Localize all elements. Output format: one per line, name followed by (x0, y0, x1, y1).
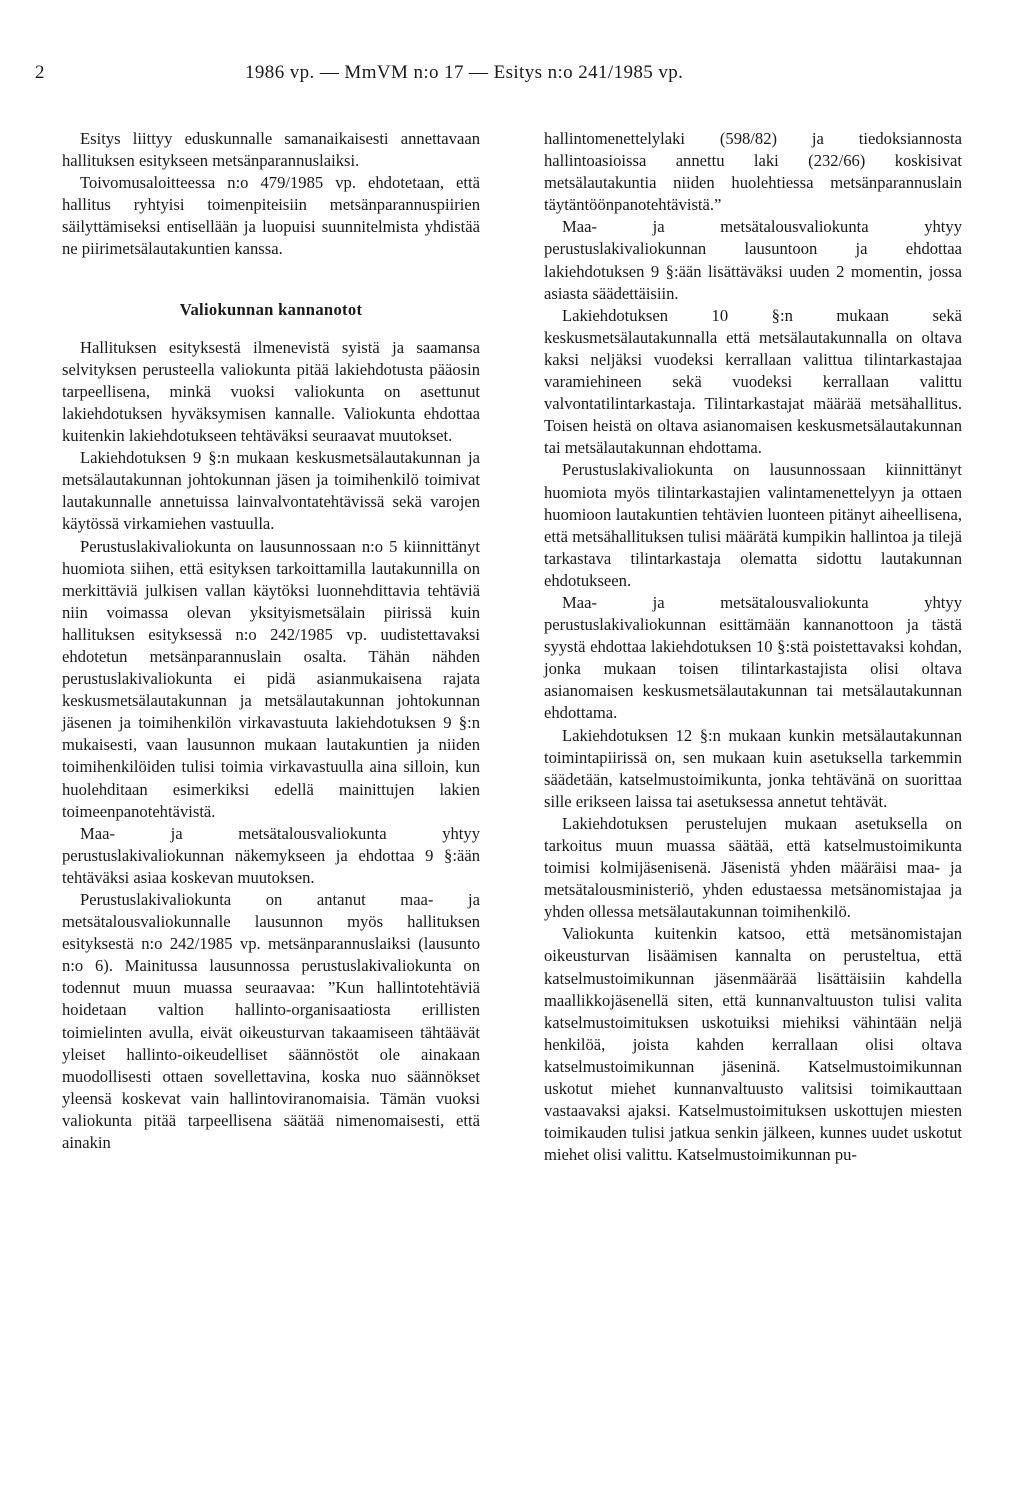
paragraph: Perustuslakivaliokunta on lausunnossaan kiinnittänyt huomiota myös tilintarkastajien valintamenettelyyn ja ottaen huomioon lautakuntien tehtävien luonteen pitänyt aiheellisena, että metsähallituksen tulisi määrätä kumpikin hallintoa ja tilejä tarkastava tilintarkastaja olematta sidottu lautakunnan ehdotukseen. (544, 460, 962, 590)
paragraph: Perustuslakivaliokunta on antanut maa- ja metsätalousvaliokunnalle lausunnon myös hallituksen esityksestä n:o 242/1985 vp. metsänparannuslaiksi (lausunto n:o 6). Mainitussa lausunnossa perustuslakivaliokunta on todennut muun muassa seuraavaa: ”Kun hallintotehtäviä hoidetaan valtion hallinto-organisaatiosta erillisten toimielinten avulla, eivät oikeusturvan takaamiseen tähtäävät yleiset hallinto-oikeudelliset säännöstöt ole ainakaan muodollisesti ottaen sovellettavina, koska nuo säännökset yleensä koskevat vain hallintoviranomaisia. Tämän vuoksi valiokunta pitää tarpeellisena säätää nimenomaisesti, että ainakin (62, 890, 480, 1153)
paragraph: Perustuslakivaliokunta on lausunnossaan n:o 5 kiinnittänyt huomiota siihen, että esityksen tarkoittamilla lautakunnilla on merkittäviä julkisen vallan käytöksi luonnehdittavia tehtäviä niin voimassa olevan yksityismetsälain piirissä kuin hallituksen esityksessä n:o 242/1985 vp. uudistettavaksi ehdotetun metsänparannuslain osalta. Tähän nähden perustuslakivaliokunta ei pidä asianmukaisena rajata keskusmetsälautakunnan ja metsälautakunnan johtokunnan jäsenen ja toimihenkilön virkavastuuta lakiehdotuksen 9 §:n mukaisesti, vaan lausunnon mukaan lautakuntien ja niiden toimihenkilöiden tulisi toimia virkavastuulla aina silloin, kun huolehditaan esimerkiksi edellä mainittujen lakien toimeenpanotehtävistä. (62, 536, 480, 821)
paragraph: hallintomenettelylaki (598/82) ja tiedoksiannosta hallintoasioissa annettu laki (232/66) koskisivat metsälautakuntia niiden huolehtiessa metsänparannuslain täytäntöönpanotehtävistä.” (544, 129, 962, 215)
paragraph: Esitys liittyy eduskunnalle samanaikaisesti annettavaan hallituksen esitykseen metsänparannuslaiksi. (62, 129, 480, 171)
section-heading: Valiokunnan kannanotot (179, 299, 363, 319)
paragraph: Lakiehdotuksen 9 §:n mukaan keskusmetsälautakunnan ja metsälautakunnan johtokunnan jäsen ja toimihenkilö toimivat lautakunnalle annetuissa lainvalvontatehtävissä sekä varojen käytössä virkamiehen vastuulla. (62, 448, 480, 534)
page-number: 2 (35, 62, 45, 83)
paragraph: Maa- ja metsätalousvaliokunta yhtyy perustuslakivaliokunnan lausuntoon ja ehdottaa lakiehdotuksen 9 §:ään lisättäväksi uuden 2 momentin, jossa asiasta säädettäisiin. (544, 217, 962, 303)
paragraph: Hallituksen esityksestä ilmenevistä syistä ja saamansa selvityksen perusteella valiokunta pitää lakiehdotusta pääosin tarpeellisena, minkä vuoksi valiokunta on asettunut lakiehdotuksen hyväksymisen kannalle. Valiokunta ehdottaa kuitenkin lakiehdotukseen tehtäväksi seuraavat muutokset. (62, 337, 480, 446)
page-header (35, 62, 995, 92)
running-head: 1986 vp. — MmVM n:o 17 — Esitys n:o 241/1985 vp. (245, 62, 684, 83)
paragraph: Lakiehdotuksen 10 §:n mukaan sekä keskusmetsälautakunnalla että metsälautakunnalla on oltava kaksi neljäksi vuodeksi kerrallaan valittua tilintarkastajaa varamiehineen sekä vuodeksi kerrallaan valittu valvontatilintarkastaja. Tilintarkastajat määrää metsähallitus. Toisen heistä on oltava asianomaisen keskusmetsälautakunnan tai metsälautakunnan ehdottama. (544, 305, 962, 458)
paragraph: Valiokunta kuitenkin katsoo, että metsänomistajan oikeusturvan lisäämisen kannalta on perusteltua, että katselmustoimikunnan jäsenmäärää lisättäisiin kahdella maallikkojäsenellä siten, että kunnanvaltuuston tulisi valita katselmustoimituksen uskotuiksi miehiksi vähintään neljä henkilöä, joista kahden kerrallaan olisi oltava katselmustoimikunnan jäseninä. Katselmustoimikunnan uskotut miehet kunnanvaltuusto valitsisi toimikauttaan vastaavaksi ajaksi. Katselmustoimituksen uskottujen miesten toimikauden tulisi jatkua senkin jälkeen, kunnes uudet uskotut miehet olisi valittu. Katselmustoimikunnan pu- (544, 924, 962, 1165)
paragraph: Maa- ja metsätalousvaliokunta yhtyy perustuslakivaliokunnan näkemykseen ja ehdottaa 9 §:ään tehtäväksi asiaa koskevan muutoksen. (62, 823, 480, 887)
paragraph: Toivomusaloitteessa n:o 479/1985 vp. ehdotetaan, että hallitus ryhtyisi toimenpiteisiin metsänparannuspiirien säilyttämiseksi entisellään ja luopuisi suunnitelmista yhdistää ne piirimetsälautakuntien kanssa. (62, 173, 480, 259)
paragraph: Lakiehdotuksen 12 §:n mukaan kunkin metsälautakunnan toimintapiirissä on, sen mukaan kuin asetuksella tarkemmin säädetään, katselmustoimikunta, jonka tehtävänä on suorittaa sille erikseen laissa tai asetuksessa annetut tehtävät. (544, 725, 962, 811)
paragraph: Maa- ja metsätalousvaliokunta yhtyy perustuslakivaliokunnan esittämään kannanottoon ja tästä syystä ehdottaa lakiehdotuksen 10 §:stä poistettavaksi kohdan, jonka mukaan toisen tilintarkastajista olisi oltava asianomaisen keskusmetsälautakunnan tai metsälautakunnan ehdottama. (544, 592, 962, 723)
paragraph: Lakiehdotuksen perustelujen mukaan asetuksella on tarkoitus muun muassa säätää, että katselmustoimikunta toimisi kolmijäsenisenä. Jäsenistä yhden määräisi maa- ja metsätalousministeriö, yhden edustaessa metsänomistajaa ja yhden ollessa metsälautakunnan toimihenkilö. (544, 813, 962, 922)
right-column (544, 128, 962, 1166)
left-column (62, 128, 480, 1154)
